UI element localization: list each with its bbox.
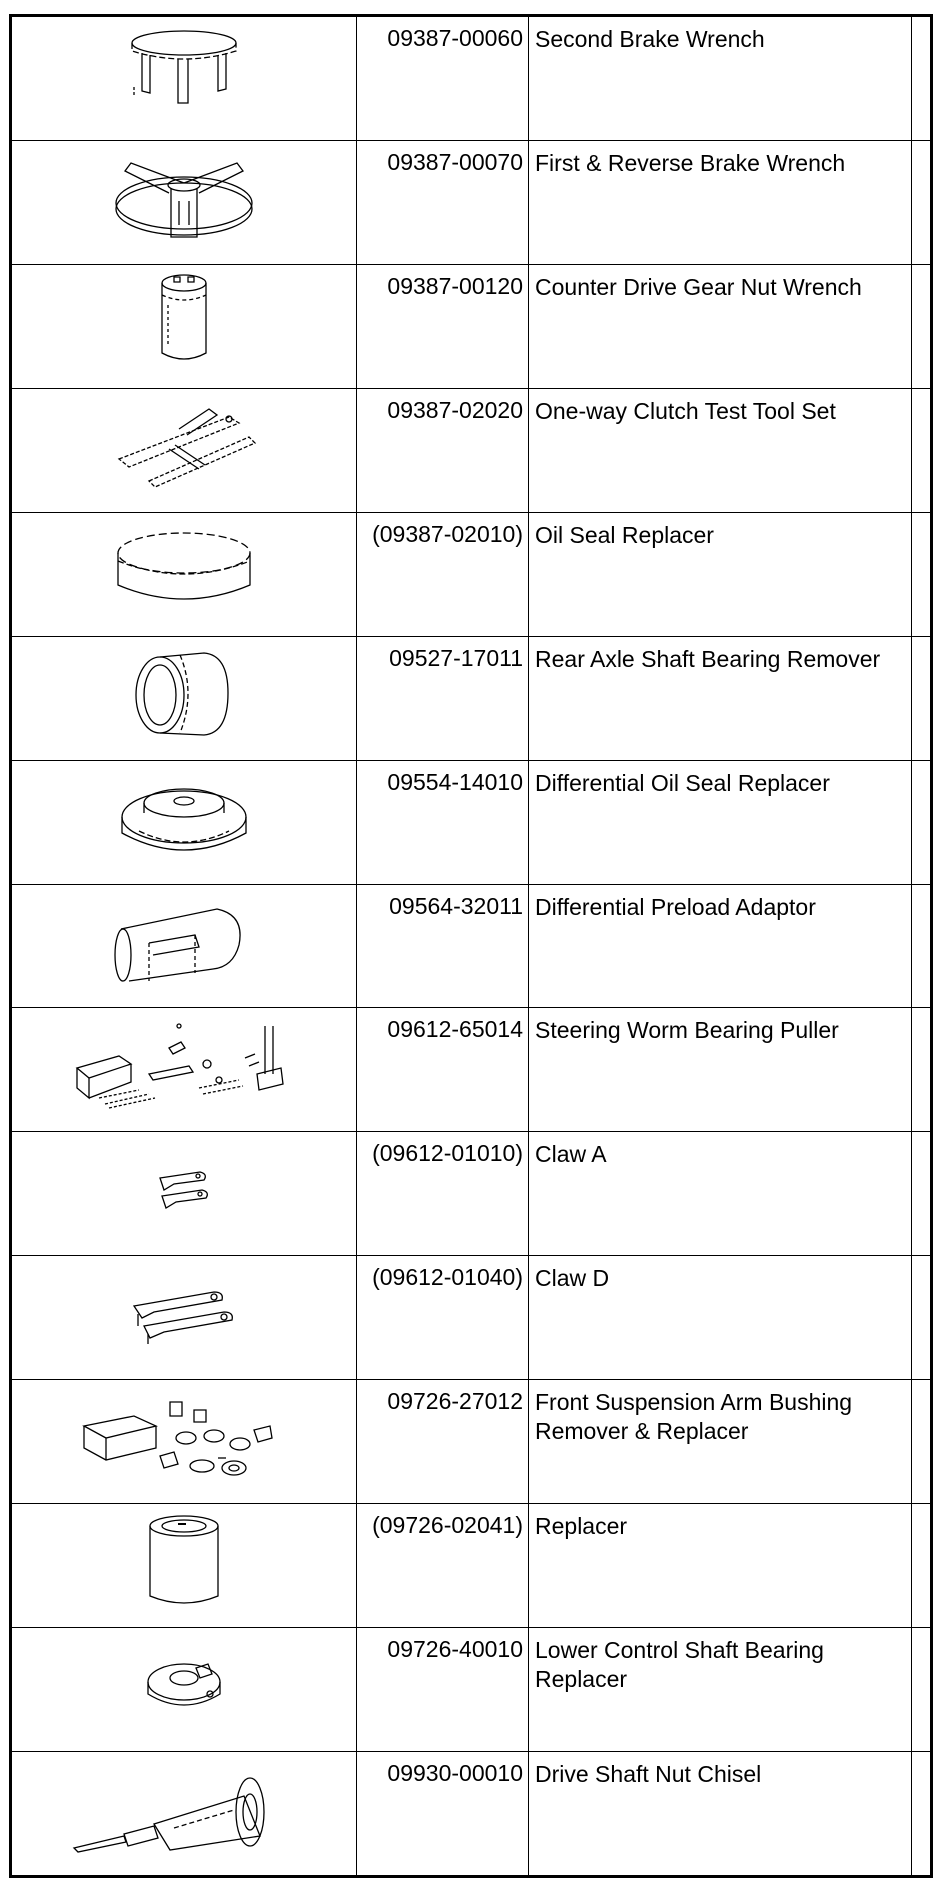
table-row bbox=[12, 760, 931, 884]
shaft-bearing-replacer-icon bbox=[134, 1628, 234, 1738]
table-row bbox=[12, 884, 931, 1008]
nut-chisel-icon bbox=[64, 1752, 304, 1862]
tool-illustration-cell bbox=[12, 265, 357, 389]
tool-illustration-cell bbox=[12, 1256, 357, 1380]
part-number: 09726-40010 bbox=[357, 1627, 529, 1751]
part-number: 09612-65014 bbox=[357, 1008, 529, 1132]
tool-name: Counter Drive Gear Nut Wrench bbox=[529, 265, 912, 389]
tool-illustration-cell bbox=[12, 760, 357, 884]
empty-cell bbox=[912, 1008, 932, 1132]
part-number: 09554-14010 bbox=[357, 760, 529, 884]
empty-cell bbox=[912, 1503, 932, 1627]
slotted-cylinder-icon bbox=[109, 885, 259, 995]
tool-illustration-cell bbox=[12, 1627, 357, 1751]
table-row bbox=[12, 512, 931, 636]
tool-name: One-way Clutch Test Tool Set bbox=[529, 389, 912, 513]
empty-cell bbox=[912, 1751, 932, 1875]
table-row bbox=[12, 1379, 931, 1503]
part-number: 09930-00010 bbox=[357, 1751, 529, 1875]
tool-illustration-cell bbox=[12, 1503, 357, 1627]
tool-illustration-cell bbox=[12, 636, 357, 760]
tool-illustration-cell bbox=[12, 1008, 357, 1132]
tool-illustration-cell bbox=[12, 141, 357, 265]
table-row bbox=[12, 636, 931, 760]
empty-cell bbox=[912, 760, 932, 884]
table-row bbox=[12, 1503, 931, 1627]
socket-wrench-icon bbox=[144, 265, 224, 375]
table-row bbox=[12, 1627, 931, 1751]
empty-cell bbox=[912, 636, 932, 760]
tool-name: Drive Shaft Nut Chisel bbox=[529, 1751, 912, 1875]
tool-name: Lower Control Shaft Bearing Replacer bbox=[529, 1627, 912, 1751]
tool-name: First & Reverse Brake Wrench bbox=[529, 141, 912, 265]
special-tools-sheet bbox=[9, 14, 933, 1878]
table-row bbox=[12, 1256, 931, 1380]
tool-name: Claw A bbox=[529, 1132, 912, 1256]
part-number: 09387-00070 bbox=[357, 141, 529, 265]
table-row bbox=[12, 265, 931, 389]
empty-cell bbox=[912, 1132, 932, 1256]
part-number: 09387-00060 bbox=[357, 17, 529, 141]
clutch-test-tool-icon bbox=[109, 389, 259, 499]
empty-cell bbox=[912, 141, 932, 265]
tool-illustration-cell bbox=[12, 512, 357, 636]
tool-illustration-cell bbox=[12, 884, 357, 1008]
claw-a-icon bbox=[144, 1132, 224, 1242]
bearing-puller-set-icon bbox=[69, 1008, 299, 1118]
tool-name: Second Brake Wrench bbox=[529, 17, 912, 141]
bearing-remover-icon bbox=[124, 637, 244, 747]
tool-illustration-cell bbox=[12, 1132, 357, 1256]
empty-cell bbox=[912, 17, 932, 141]
tool-illustration-cell bbox=[12, 17, 357, 141]
part-number: 09726-27012 bbox=[357, 1379, 529, 1503]
table-row bbox=[12, 17, 931, 141]
table-row bbox=[12, 389, 931, 513]
bushing-tool-set-icon bbox=[74, 1380, 294, 1490]
ring-replacer-icon bbox=[109, 513, 259, 623]
cup-replacer-icon bbox=[134, 1504, 234, 1614]
table-row bbox=[12, 1132, 931, 1256]
table-row bbox=[12, 1008, 931, 1132]
tool-illustration-cell bbox=[12, 389, 357, 513]
part-number: (09612-01010) bbox=[357, 1132, 529, 1256]
part-number: 09387-00120 bbox=[357, 265, 529, 389]
empty-cell bbox=[912, 884, 932, 1008]
tool-name: Rear Axle Shaft Bearing Remover bbox=[529, 636, 912, 760]
tool-name: Replacer bbox=[529, 1503, 912, 1627]
special-tools-table bbox=[12, 17, 931, 1875]
table-row bbox=[12, 141, 931, 265]
ring-wrench-icon bbox=[114, 17, 254, 117]
tool-name: Claw D bbox=[529, 1256, 912, 1380]
part-number: (09387-02010) bbox=[357, 512, 529, 636]
tool-name: Steering Worm Bearing Puller bbox=[529, 1008, 912, 1132]
claw-d-icon bbox=[114, 1256, 254, 1366]
part-number: (09726-02041) bbox=[357, 1503, 529, 1627]
part-number: (09612-01040) bbox=[357, 1256, 529, 1380]
part-number: 09387-02020 bbox=[357, 389, 529, 513]
empty-cell bbox=[912, 1627, 932, 1751]
three-arm-wrench-icon bbox=[109, 141, 259, 251]
empty-cell bbox=[912, 512, 932, 636]
tool-name: Differential Preload Adaptor bbox=[529, 884, 912, 1008]
part-number: 09527-17011 bbox=[357, 636, 529, 760]
tool-name: Oil Seal Replacer bbox=[529, 512, 912, 636]
tool-name: Differential Oil Seal Replacer bbox=[529, 760, 912, 884]
empty-cell bbox=[912, 1379, 932, 1503]
tool-illustration-cell bbox=[12, 1379, 357, 1503]
tool-name: Front Suspension Arm Bushing Remover & Replacer bbox=[529, 1379, 912, 1503]
seal-replacer-disc-icon bbox=[109, 761, 259, 871]
empty-cell bbox=[912, 1256, 932, 1380]
empty-cell bbox=[912, 389, 932, 513]
empty-cell bbox=[912, 265, 932, 389]
tool-illustration-cell bbox=[12, 1751, 357, 1875]
table-row bbox=[12, 1751, 931, 1875]
part-number: 09564-32011 bbox=[357, 884, 529, 1008]
